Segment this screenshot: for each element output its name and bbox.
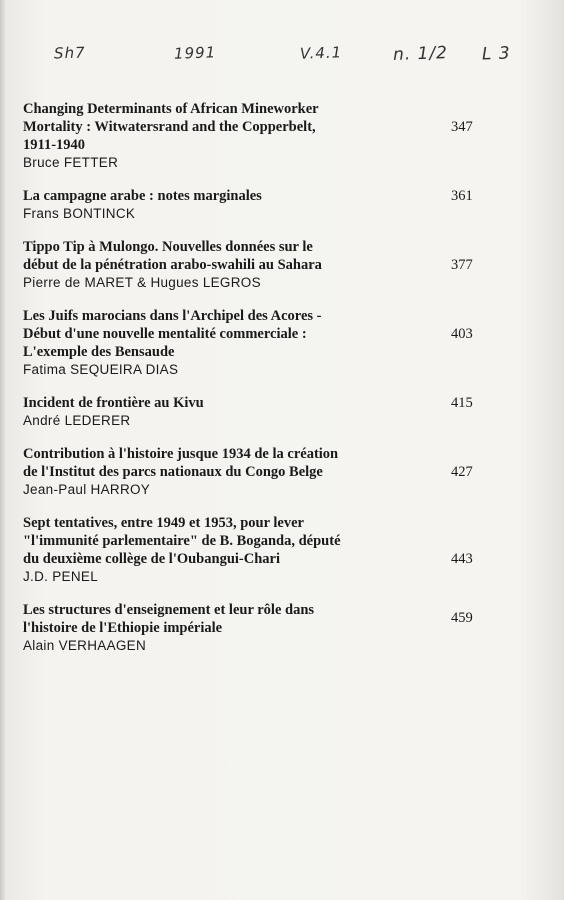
toc-entry-title[interactable]: Les Juifs marocians dans l'Archipel des Acores - Début d'une nouvelle mentalité commerciale : L'exemple des Bensaude: [23, 308, 322, 360]
toc-entry-title[interactable]: Les structures d'enseignement et leur rôle dans l'histoire de l'Ethiopie impériale: [23, 602, 315, 636]
toc-entry[interactable]: [23, 307, 543, 378]
toc-entry-author: Bruce FETTER: [23, 155, 119, 170]
toc-entry-title[interactable]: Contribution à l'histoire jusque 1934 de la création de l'Institut des parcs nationaux du Congo Belge: [23, 446, 339, 480]
table-of-contents: [23, 100, 543, 670]
toc-entry-page[interactable]: 443: [451, 551, 473, 567]
toc-entry-page[interactable]: 415: [451, 395, 473, 411]
toc-entry-title[interactable]: Tippo Tip à Mulongo. Nouvelles données sur le début de la pénétration arabo-swahili au Sahara: [23, 239, 322, 273]
toc-entry-title[interactable]: La campagne arabe : notes marginales: [23, 188, 262, 204]
handwritten-note-volume: V.4.1: [299, 43, 343, 63]
toc-entry[interactable]: [23, 601, 543, 654]
toc-entry-title[interactable]: Changing Determinants of African Mineworker Mortality : Witwatersrand and the Copperbelt, 1911-1940: [23, 101, 319, 153]
toc-entry-page[interactable]: 427: [451, 464, 473, 480]
handwritten-note-number: n. 1/2: [392, 43, 449, 65]
handwritten-note-year: 1991: [173, 43, 217, 63]
toc-entry-page[interactable]: 361: [451, 188, 473, 204]
toc-entry-author: J.D. PENEL: [23, 569, 99, 584]
toc-entry-author: Jean-Paul HARROY: [23, 482, 151, 497]
toc-entry[interactable]: [23, 445, 543, 498]
toc-entry-title[interactable]: Incident de frontière au Kivu: [23, 395, 204, 411]
toc-entry-page[interactable]: 459: [451, 610, 473, 626]
toc-entry[interactable]: [23, 394, 543, 429]
toc-entry[interactable]: [23, 514, 543, 585]
toc-entry-page[interactable]: 403: [451, 326, 473, 342]
toc-entry-author: Fatima SEQUEIRA DIAS: [23, 362, 179, 377]
toc-entry[interactable]: [23, 100, 543, 171]
toc-entry-page[interactable]: 347: [451, 119, 473, 135]
toc-entry[interactable]: [23, 238, 543, 291]
toc-entry-page[interactable]: 377: [451, 257, 473, 273]
toc-entry[interactable]: [23, 187, 543, 222]
toc-entry-author: Pierre de MARET & Hugues LEGROS: [23, 275, 261, 290]
handwritten-note-code: L 3: [481, 43, 512, 65]
toc-entry-author: Alain VERHAAGEN: [23, 638, 147, 653]
handwritten-note-shelfmark: Sh7: [53, 43, 86, 63]
toc-entry-title[interactable]: Sept tentatives, entre 1949 et 1953, pour lever "l'immunité parlementaire" de B. Boganda, député du deuxième collège de l'Oubangui-Chari: [23, 515, 341, 567]
page-edge-shadow: [0, 0, 6, 900]
toc-entry-author: Frans BONTINCK: [23, 206, 136, 221]
toc-entry-author: André LEDERER: [23, 413, 131, 428]
